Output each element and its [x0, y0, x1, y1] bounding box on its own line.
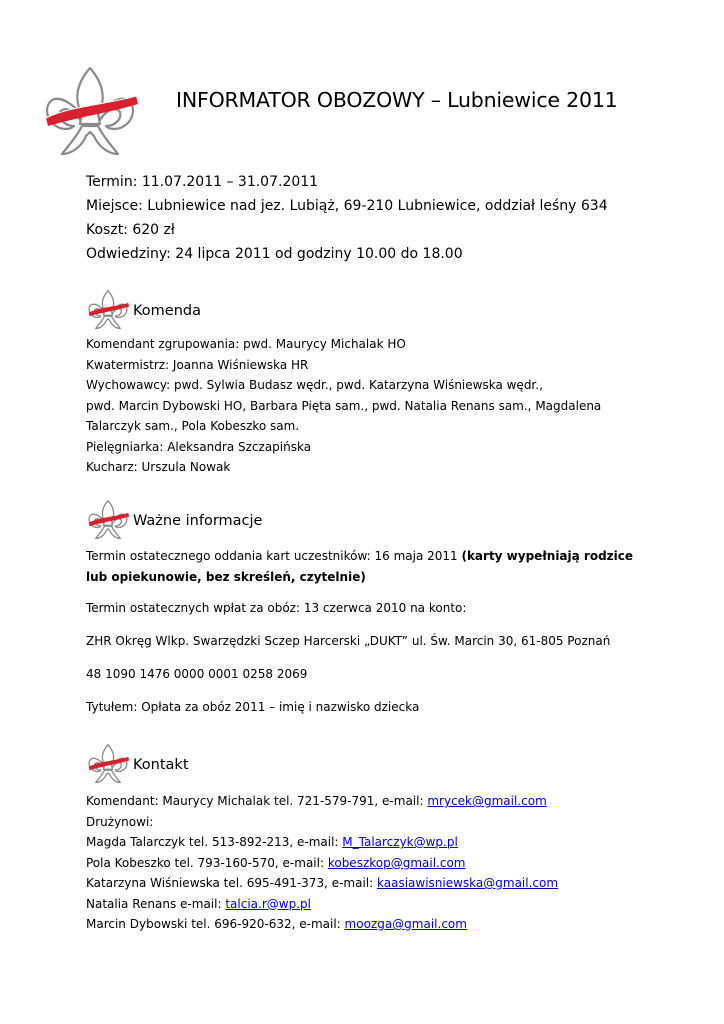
- list-item: Kwatermistrz: Joanna Wiśniewska HR: [86, 357, 309, 372]
- fleur-de-lis-icon: [86, 498, 130, 542]
- karty-bold-note: (karty wypełniają rodzice lub opiekunowie, bez skreśleń, czytelnie): [86, 549, 634, 584]
- komenda-list: [86, 334, 601, 478]
- info-termin: Termin: 11.07.2011 – 31.07.2011: [86, 174, 319, 190]
- contact-row: Marcin Dybowski tel. 696-920-632, e-mail: moozga@gmail.com: [86, 917, 467, 931]
- section-title: Kontakt: [133, 757, 189, 773]
- info-odwiedziny: Odwiedziny: 24 lipca 2011 od godziny 10.00 do 18.00: [86, 246, 463, 262]
- email-link[interactable]: moozga@gmail.com: [344, 917, 467, 931]
- email-link[interactable]: talcia.r@wp.pl: [225, 896, 311, 911]
- info-koszt: Koszt: 620 zł: [86, 222, 175, 238]
- karty-text: Termin ostatecznego oddania kart uczestników: 16 maja 2011: [86, 549, 462, 563]
- fleur-de-lis-icon: [86, 742, 130, 786]
- list-item: Talarczyk sam., Pola Kobeszko sam.: [86, 419, 300, 433]
- contact-komendant: Komendant: Maurycy Michalak tel. 721-579-791, e-mail: mrycek@gmail.com: [86, 794, 547, 808]
- list-item: pwd. Marcin Dybowski HO, Barbara Pięta sam., pwd. Natalia Renans sam., Magdalena: [86, 398, 602, 413]
- contact-row: Katarzyna Wiśniewska tel. 695-491-373, e-mail: kaasiawisniewska@gmail.com: [86, 876, 559, 890]
- section-title: Komenda: [133, 303, 201, 319]
- contact-list: [86, 791, 558, 935]
- fleur-de-lis-icon: [86, 288, 130, 332]
- transfer-title: Tytułem: Opłata za obóz 2011 – imię i nazwisko dziecka: [86, 700, 420, 714]
- list-item: Komendant zgrupowania: pwd. Maurycy Michalak HO: [86, 337, 406, 351]
- page-title: INFORMATOR OBOZOWY – Lubniewice 2011: [176, 88, 618, 112]
- wplaty-deadline: Termin ostatecznych wpłat za obóz: 13 czerwca 2010 na konto:: [86, 601, 467, 615]
- email-link[interactable]: M_Talarczyk@wp.pl: [342, 835, 458, 849]
- karty-deadline: [86, 546, 646, 588]
- list-item: Wychowawcy: pwd. Sylwia Budasz wędr., pwd. Katarzyna Wiśniewska wędr.,: [86, 378, 543, 392]
- email-link[interactable]: kaasiawisniewska@gmail.com: [377, 876, 559, 890]
- fleur-de-lis-scout-emblem-icon: [40, 62, 140, 162]
- section-title: Ważne informacje: [133, 513, 263, 529]
- email-link[interactable]: kobeszkop@gmail.com: [327, 855, 466, 870]
- list-item: Pielęgniarka: Aleksandra Szczapińska: [86, 439, 312, 454]
- email-link[interactable]: mrycek@gmail.com: [427, 794, 547, 808]
- list-item: Kucharz: Urszula Nowak: [86, 460, 231, 474]
- contact-row: Natalia Renans e-mail: talcia.r@wp.pl: [86, 896, 311, 911]
- info-miejsce: Miejsce: Lubniewice nad jez. Lubiąż, 69-210 Lubniewice, oddział leśny 634: [86, 198, 608, 214]
- account-holder: ZHR Okręg Wlkp. Swarzędzki Sczep Harcerski „DUKT” ul. Św. Marcin 30, 61-805 Poznań: [86, 634, 611, 648]
- account-number: 48 1090 1476 0000 0001 0258 2069: [86, 667, 308, 681]
- contact-row: Magda Talarczyk tel. 513-892-213, e-mail: M_Talarczyk@wp.pl: [86, 835, 458, 849]
- druzynowi-label: Drużynowi:: [86, 814, 154, 829]
- contact-row: Pola Kobeszko tel. 793-160-570, e-mail: kobeszkop@gmail.com: [86, 855, 466, 870]
- camp-info: [86, 170, 608, 266]
